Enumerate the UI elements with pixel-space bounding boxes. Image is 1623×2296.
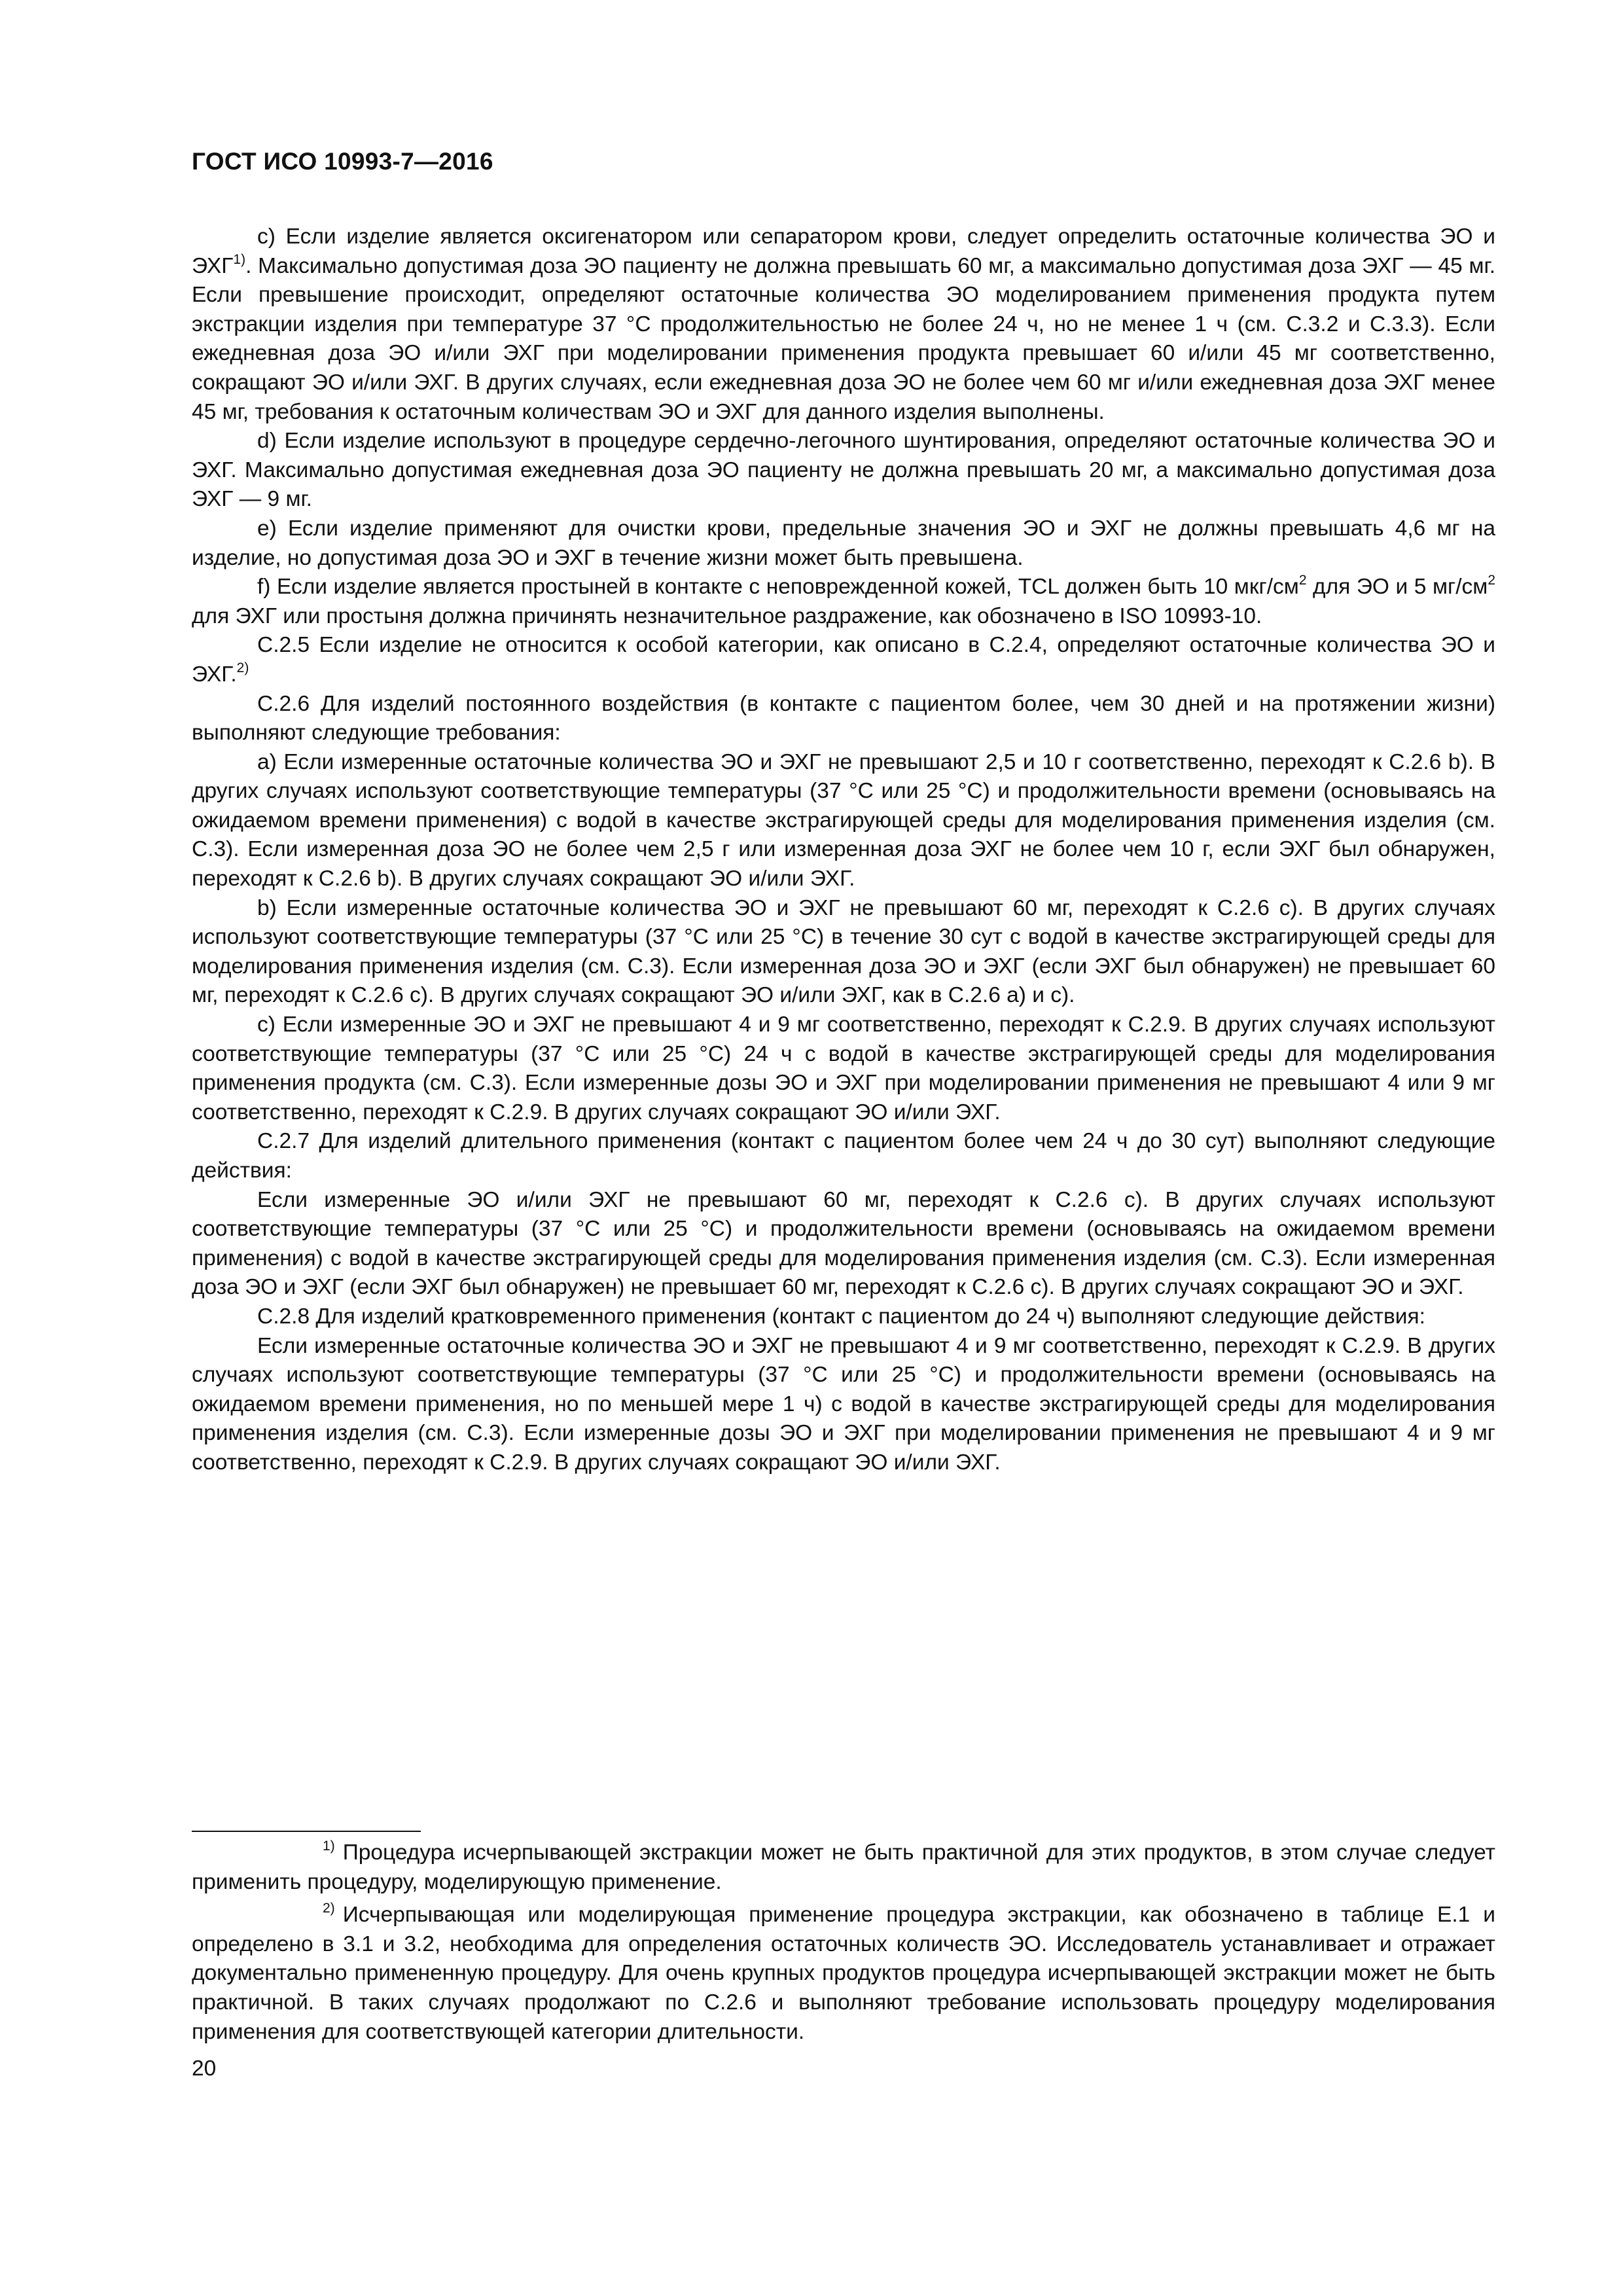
paragraph-c28-body: Если измеренные остаточные количества ЭО и ЭХГ не превышают 4 и 9 мг соответственно, переходят к С.2.9. В других случаях используют соответствующие температуры (37 °С или 25 °С) и продолжительности времени (основываясь на ожидаемом времени применения, но по меньшей мере 1 ч) с водой в качестве экстрагирующей среды для моделирования применения изделия (см. С.3). Если измеренные дозы ЭО и ЭХГ при моделировании применения не превышают 4 и 9 мг соответственно, переходят к С.2.9. В других случаях сокращают ЭО и/или ЭХГ. — [192, 1333, 1495, 1475]
paragraph-c26-b: b) Если измеренные остаточные количества ЭО и ЭХГ не превышают 60 мг, переходят к С.2.6 с). В других случаях используют соответствующие температуры (37 °С или 25 °С) в течение 30 сут с водой в качестве экстрагирующей среды для моделирования применения изделия (см. С.3). Если измеренная доза ЭО и ЭХГ (если ЭХГ был обнаружен) не превышает 60 мг, переходят к С.2.6 с). В других случаях сокращают ЭО и/или ЭХГ, как в С.2.6 а) и с). — [192, 895, 1495, 1008]
paragraph-c26-a: а) Если измеренные остаточные количества ЭО и ЭХГ не превышают 2,5 и 10 г соответственно, переходят к С.2.6 b). В других случаях используют соответствующие температуры (37 °С или 25 °С) и продолжительности времени (основываясь на ожидаемом времени применения) с водой в качестве экстрагирующей среды для моделирования применения изделия (см. С.3). Если измеренная доза ЭО не более чем 2,5 г или измеренная доза ЭХГ не более чем 10 г, если ЭХГ был обнаружен, переходят к С.2.6 b). В других случаях сокращают ЭО и/или ЭХГ. — [192, 749, 1495, 891]
paragraph-c-oxygenator: c) Если изделие является оксигенатором или сепаратором крови, следует определить остаточные количества ЭО и ЭХГ$^{1)}$. Максимально допустимая доза ЭО пациенту не должна превышать 60 мг, а максимально допустимая доза ЭХГ — 45 мг. Если превышение происходит, определяют остаточные количества ЭО моделированием применения продукта путем экстракции изделия при температуре 37 °С продолжительностью не более 24 ч, но не менее 1 ч (см. С.3.2 и С.3.3). Если ежедневная доза ЭО и/или ЭХГ при моделировании применения продукта превышает 60 и/или 45 мг соответственно, сокращают ЭО и/или ЭХГ. В других случаях, если ежедневная доза ЭО не более чем 60 мг и/или ежедневная доза ЭХГ менее 45 мг, требования к остаточным количествам ЭО и ЭХГ для данного изделия выполнены. — [192, 224, 1495, 424]
paragraph-c25: С.2.5 Если изделие не относится к особой категории, как описано в С.2.4, определяют остаточные количества ЭО и ЭХГ.$^{2)}$ — [192, 633, 1495, 687]
paragraph-c27-body: Если измеренные ЭО и/или ЭХГ не превышают 60 мг, переходят к С.2.6 с). В других случаях используют соответствующие температуры (37 °С или 25 °С) и продолжительности времени (основываясь на ожидаемом времени применения) с водой в качестве экстрагирующей среды для моделирования применения изделия (см. С.3). Если измеренная доза ЭО и ЭХГ (если ЭХГ был обнаружен) не превышает 60 мг, переходят к С.2.6 с). В других случаях сокращают ЭО и ЭХГ. — [192, 1187, 1495, 1300]
footnote-ref-1: 1) — [233, 251, 246, 267]
main-text — [192, 223, 1495, 1478]
paragraph-c27: С.2.7 Для изделий длительного применения (контакт с пациентом более чем 24 ч до 30 сут) выполняют следующие действия: — [192, 1129, 1495, 1183]
paragraph-c28: С.2.8 Для изделий кратковременного применения (контакт с пациентом до 24 ч) выполняют следующие действия: — [257, 1304, 1425, 1329]
paragraph-c26: С.2.6 Для изделий постоянного воздействия (в контакте с пациентом более, чем 30 дней и на протяжении жизни) выполняют следующие требования: — [192, 691, 1495, 745]
paragraph-f-drape: f) Если изделие является простыней в контакте с неповрежденной кожей, TCL должен быть 10 мкг/$см^2$ для ЭО и 5 $мг/см^2$ для ЭХГ или простыня должна причинять незначительное раздражение, как обозначено в ISO 10993-10. — [192, 573, 1495, 628]
footnote-2: $^{2)}$ Исчерпывающая или моделирующая применение процедура экстракции, как обозначено в таблице Е.1 и определено в 3.1 и 3.2, необходима для определения остаточных количеств ЭО. Исследователь устанавливает и отражает документально примененную процедуру. Для очень крупных продуктов процедура исчерпывающей экстракции может не быть практичной. В таких случаях продолжают по С.2.6 и выполняют требование использовать процедуру моделирования применения для соответствующей категории длительности. — [192, 1901, 1495, 2044]
page-number: 20 — [192, 2056, 217, 2081]
footnote-separator — [192, 1831, 421, 1832]
footnotes — [192, 1839, 1495, 2051]
paragraph-e-blood-cleaning: е) Если изделие применяют для очистки крови, предельные значения ЭО и ЭХГ не должны превышать 4,6 мг на изделие, но допустимая доза ЭО и ЭХГ в течение жизни может быть превышена. — [192, 516, 1495, 570]
footnote-ref-2: 2) — [236, 660, 249, 675]
document-header: ГОСТ ИСО 10993-7—2016 — [192, 148, 493, 175]
paragraph-d-bypass: d) Если изделие используют в процедуре сердечно-легочного шунтирования, определяют остаточные количества ЭО и ЭХГ. Максимально допустимая ежедневная доза ЭО пациенту не должна превышать 20 мг, а максимально допустимая доза ЭХГ — 9 мг. — [192, 429, 1495, 512]
paragraph-c26-c: с) Если измеренные ЭО и ЭХГ не превышают 4 и 9 мг соответственно, переходят к С.2.9. В других случаях используют соответствующие температуры (37 °С или 25 °С) 24 ч с водой в качестве экстрагирующей среды для моделирования применения продукта (см. С.3). Если измеренные дозы ЭО и ЭХГ при моделировании применения не превышают 4 или 9 мг соответственно, переходят к С.2.9. В других случаях сокращают ЭО и/или ЭХГ. — [192, 1013, 1495, 1124]
footnote-1: $^{1)}$ Процедура исчерпывающей экстракции может не быть практичной для этих продуктов, в этом случае следует применить процедуру, моделирующую применение. — [192, 1839, 1495, 1894]
